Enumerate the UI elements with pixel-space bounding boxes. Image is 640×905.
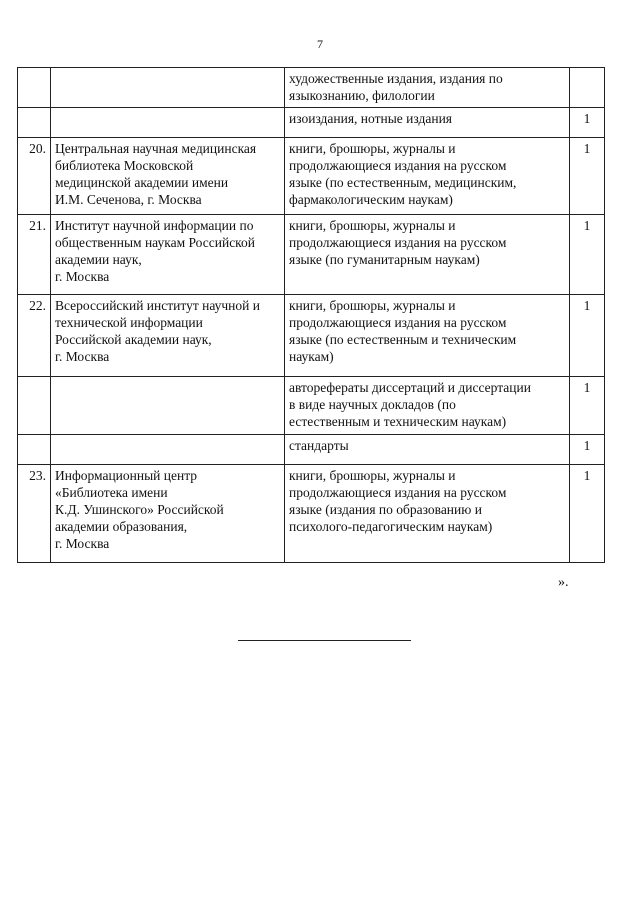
publication-types: изоиздания, нотные издания bbox=[289, 111, 453, 126]
copy-count: 1 bbox=[583, 380, 591, 395]
copy-count-cell bbox=[570, 295, 605, 377]
organization-name: Всероссийский институт научной и технической информации Российской академии наук, г. Москва bbox=[55, 298, 260, 364]
table-body bbox=[18, 68, 605, 563]
page-number: 7 bbox=[317, 37, 323, 51]
organization-name-cell bbox=[51, 138, 285, 215]
publication-types-cell bbox=[285, 108, 570, 138]
copy-count: 1 bbox=[583, 218, 591, 233]
table-row bbox=[18, 435, 605, 465]
copy-count: 1 bbox=[583, 111, 591, 126]
copy-count: 1 bbox=[583, 298, 591, 313]
signature-line bbox=[238, 640, 411, 641]
publication-types: книги, брошюры, журналы и продолжающиеся издания на русском языке (издания по образованию и психолого-педагогическим наукам) bbox=[289, 468, 507, 534]
publication-types: книги, брошюры, журналы и продолжающиеся издания на русском языке (по естественным и техническим наукам) bbox=[289, 298, 517, 364]
row-number-cell bbox=[18, 435, 51, 465]
table-row bbox=[18, 108, 605, 138]
copy-count-cell bbox=[570, 465, 605, 563]
row-number-cell bbox=[18, 465, 51, 563]
organization-name-cell bbox=[51, 295, 285, 377]
copy-count: 1 bbox=[583, 468, 591, 483]
publication-types-cell bbox=[285, 215, 570, 295]
row-number-cell bbox=[18, 377, 51, 435]
row-number: 20. bbox=[29, 141, 46, 156]
row-number: 21. bbox=[29, 218, 46, 233]
copy-count-cell bbox=[570, 108, 605, 138]
publication-types-cell bbox=[285, 435, 570, 465]
table-row bbox=[18, 295, 605, 377]
row-number-cell bbox=[18, 68, 51, 108]
publication-types: книги, брошюры, журналы и продолжающиеся издания на русском языке (по гуманитарным наукам) bbox=[289, 218, 507, 267]
row-number: 23. bbox=[29, 468, 46, 483]
table-row bbox=[18, 138, 605, 215]
table-row bbox=[18, 215, 605, 295]
organization-name-cell bbox=[51, 435, 285, 465]
table-row bbox=[18, 68, 605, 108]
row-number-cell bbox=[18, 215, 51, 295]
copy-count-cell bbox=[570, 435, 605, 465]
row-number: 22. bbox=[29, 298, 46, 313]
distribution-table bbox=[17, 67, 605, 563]
publication-types-cell bbox=[285, 295, 570, 377]
organization-name-cell bbox=[51, 465, 285, 563]
copy-count-cell bbox=[570, 138, 605, 215]
publication-types-cell bbox=[285, 68, 570, 108]
copy-count-cell bbox=[570, 68, 605, 108]
organization-name: Институт научной информации по общественным наукам Российской академии наук, г. Москва bbox=[55, 218, 256, 284]
publication-types: книги, брошюры, журналы и продолжающиеся издания на русском языке (по естественным, медицинским, фармакологическим наукам) bbox=[289, 141, 517, 207]
organization-name-cell bbox=[51, 68, 285, 108]
closing-quote: ». bbox=[558, 575, 569, 590]
organization-name: Информационный центр «Библиотека имени К.Д. Ушинского» Российской академии образования, г. Москва bbox=[55, 468, 224, 551]
row-number-cell bbox=[18, 108, 51, 138]
table-row bbox=[18, 377, 605, 435]
publication-types-cell bbox=[285, 377, 570, 435]
organization-name-cell bbox=[51, 215, 285, 295]
table-row bbox=[18, 465, 605, 563]
publication-types-cell bbox=[285, 138, 570, 215]
row-number-cell bbox=[18, 295, 51, 377]
publication-types-cell bbox=[285, 465, 570, 563]
publication-types: художественные издания, издания по языкознанию, филологии bbox=[289, 71, 503, 103]
organization-name-cell bbox=[51, 108, 285, 138]
organization-name: Центральная научная медицинская библиотека Московской медицинской академии имени И.М. Сеченова, г. Москва bbox=[55, 141, 257, 207]
copy-count: 1 bbox=[583, 438, 591, 453]
copy-count: 1 bbox=[583, 141, 591, 156]
copy-count-cell bbox=[570, 377, 605, 435]
copy-count-cell bbox=[570, 215, 605, 295]
publication-types: авторефераты диссертаций и диссертации в виде научных докладов (по естественным и техническим наукам) bbox=[289, 380, 531, 429]
publication-types: стандарты bbox=[289, 438, 349, 453]
row-number-cell bbox=[18, 138, 51, 215]
organization-name-cell bbox=[51, 377, 285, 435]
